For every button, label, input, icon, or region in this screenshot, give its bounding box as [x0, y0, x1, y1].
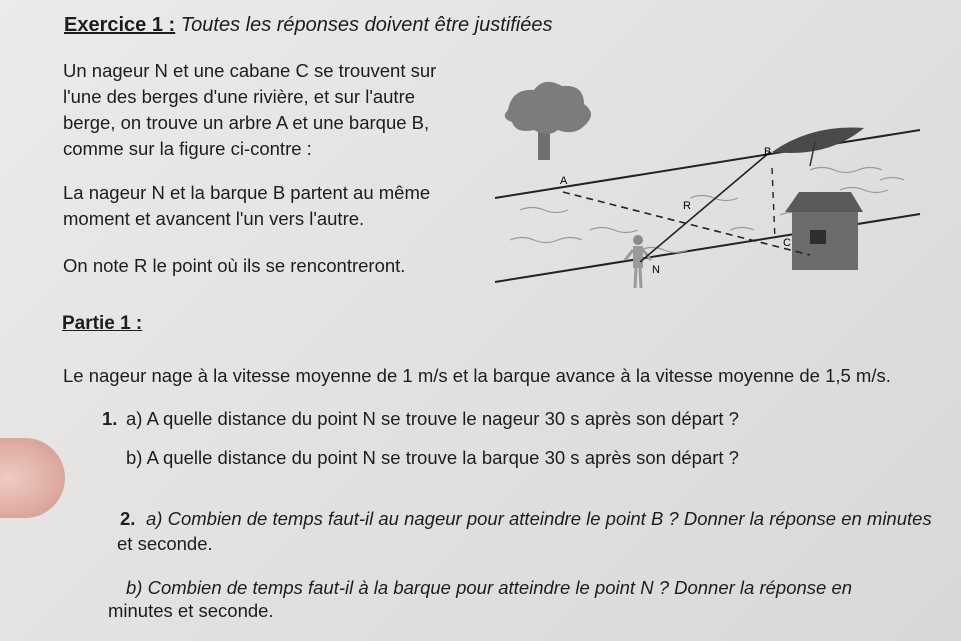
statement-line-3: berge, on trouve un arbre A et une barque B, [63, 112, 430, 133]
q2-number: 2. [120, 508, 136, 529]
exercise-instruction: Toutes les réponses doivent être justifiées [180, 14, 553, 36]
segment-b-n [640, 152, 770, 262]
statement-line-4: comme sur la figure ci-contre : [63, 138, 312, 159]
tree-icon [505, 82, 591, 160]
cabin-icon [785, 192, 863, 270]
label-a: A [560, 175, 568, 187]
note-r: On note R le point où ils se rencontreront. [63, 255, 406, 276]
label-n: N [652, 264, 660, 276]
q1b: b) A quelle distance du point N se trouve la barque 30 s après son départ ? [126, 447, 739, 468]
label-b: B [764, 146, 772, 158]
finger [0, 438, 65, 518]
q2a-line-2: et seconde. [117, 533, 213, 554]
q1-number: 1. [102, 408, 118, 429]
exercise-heading [64, 14, 552, 37]
boat-drop-line [772, 168, 775, 240]
label-c: C [783, 237, 791, 249]
exercise-number: Exercice 1 : [64, 14, 176, 36]
river-figure [480, 80, 930, 295]
part1-title: Partie 1 : [62, 313, 143, 334]
boat-icon [772, 128, 864, 167]
statement-line-1: Un nageur N et une cabane C se trouvent sur [63, 60, 437, 81]
label-r: R [683, 200, 691, 212]
part1-intro: Le nageur nage à la vitesse moyenne de 1 m/s et la barque avance à la vitesse moyenne de 1,5 m/s. [63, 365, 891, 386]
start-line-2: moment et avancent l'un vers l'autre. [63, 208, 365, 229]
q2b-line-1: b) Combien de temps faut-il à la barque pour atteindre le point N ? Donner la réponse en [126, 577, 853, 598]
start-line-1: La nageur N et la barque B partent au même [63, 182, 431, 203]
q2a-line-1: a) Combien de temps faut-il au nageur pour atteindre le point B ? Donner la réponse en minutes [146, 508, 932, 529]
statement-line-2: l'une des berges d'une rivière, et sur l'autre [63, 86, 416, 107]
q1a: a) A quelle distance du point N se trouve le nageur 30 s après son départ ? [126, 408, 739, 429]
q2b-line-2: minutes et seconde. [108, 600, 274, 621]
